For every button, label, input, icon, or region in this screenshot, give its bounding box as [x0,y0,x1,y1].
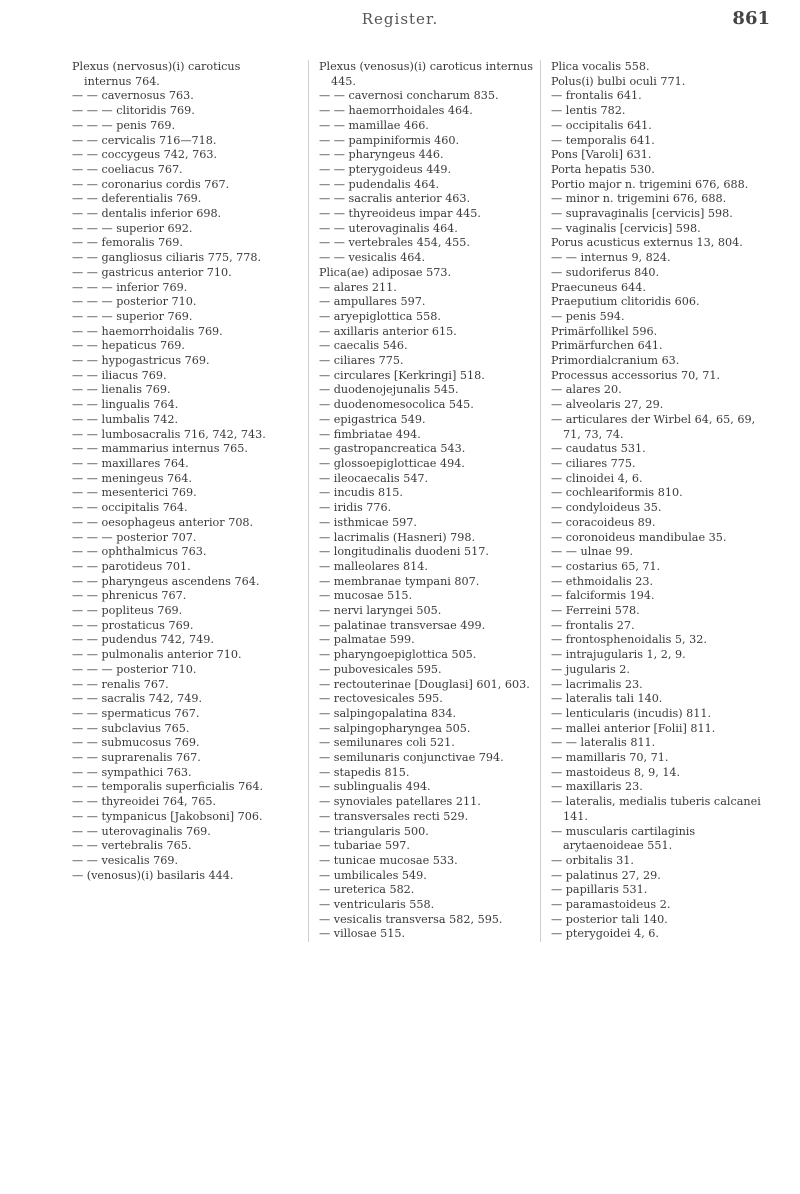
index-entry: — — mesenterici 769. [72,486,197,500]
index-entry: — — iliacus 769. [72,368,167,382]
index-entry: Pons [Varoli] 631. [551,148,652,162]
index-entry: — lateralis tali 140. [551,692,663,706]
index-entry: — — cavernosi concharum 835. [319,89,499,103]
index-entry: — villosae 515. [319,927,406,941]
index-entry: — frontalis 27. [551,618,635,632]
index-entry: — — vertebrales 454, 455. [319,236,470,250]
index-entry: — mamillaris 70, 71. [551,751,669,765]
index-entry: — — sympathici 763. [72,765,192,779]
index-entry: — — vesicalis 769. [72,853,179,867]
index-entry: — lacrimalis (Hasneri) 798. [319,530,476,544]
index-entry: Primärfollikel 596. [551,324,658,338]
running-title: Register. [361,10,439,28]
index-entry: — malleolares 814. [319,559,428,573]
index-entry: — circulares [Kerkringi] 518. [319,368,485,382]
index-entry: — pterygoidei 4, 6. [551,927,659,941]
index-entry: — — sacralis anterior 463. [319,192,471,206]
index-entry: — — ophthalmicus 763. [72,545,207,559]
index-entry: — mallei anterior [Folii] 811. [551,721,716,735]
index-columns [72,60,772,1170]
index-entry: — cochleariformis 810. [551,486,683,500]
index-entry: — transversales recti 529. [319,809,469,823]
index-entry: — — vertebralis 765. [72,839,192,853]
index-entry: — — pampiniformis 460. [319,133,460,147]
index-entry: — paramastoideus 2. [551,898,671,912]
index-entry: — ileocaecalis 547. [319,471,429,485]
index-entry: — alares 20. [551,383,622,397]
index-entry: — jugularis 2. [551,662,630,676]
index-entry: — alveolaris 27, 29. [551,398,664,412]
index-entry: — — popliteus 769. [72,604,183,618]
index-entry: — aryepiglottica 558. [319,309,441,323]
index-entry: — — parotideus 701. [72,559,191,573]
index-entry: — umbilicales 549. [319,868,427,882]
index-entry: — — cavernosus 763. [72,89,194,103]
index-entry: Primordialcranium 63. [551,354,680,368]
index-entry: — — pterygoideus 449. [319,162,452,176]
index-entry: — — lumbosacralis 716, 742, 743. [72,427,266,441]
index-entry: — palatinae transversae 499. [319,618,486,632]
index-entry: — synoviales patellares 211. [319,795,481,809]
index-entry: — condyloideus 35. [551,501,662,515]
index-entry: — — occipitalis 764. [72,501,188,515]
index-entry: — sudoriferus 840. [551,265,660,279]
index-entry: — stapedis 815. [319,765,410,779]
index-entry: — papillaris 531. [551,883,648,897]
index-entry: — — maxillares 764. [72,456,189,470]
index-entry: — — hepaticus 769. [72,339,185,353]
page-header [0,8,800,34]
index-entry: — — coronarius cordis 767. [72,177,230,191]
index-entry: — — haemorrhoidalis 769. [72,324,223,338]
index-entry: — — subclavius 765. [72,721,190,735]
index-entry: — frontalis 641. [551,89,642,103]
index-entry: — — oesophageus anterior 708. [72,515,254,529]
index-entry: — rectovesicales 595. [319,692,443,706]
index-entry: — ureterica 582. [319,883,415,897]
index-entry: — — coeliacus 767. [72,162,183,176]
index-entry: — — — superior 769. [72,309,193,323]
index-entry: — — cervicalis 716—718. [72,133,217,147]
index-entry: — — — posterior 710. [72,295,197,309]
index-entry: — — mammarius internus 765. [72,442,248,456]
index-entry: — — uterovaginalis 769. [72,824,211,838]
index-entry: Porus acusticus externus 13, 804. [551,236,743,250]
index-entry: — — suprarenalis 767. [72,751,201,765]
index-entry: — — lateralis 811. [551,736,656,750]
index-entry: Plexus (venosus)(i) caroticus internus 445. [319,60,533,88]
index-entry: — articulares der Wirbel 64, 65, 69, 71, 73, 74. [551,412,756,441]
index-entry: — mucosae 515. [319,589,413,603]
index-entry: — palatinus 27, 29. [551,868,661,882]
index-entry: — salpingopharyngea 505. [319,721,471,735]
index-entry: — — thyreoidei 764, 765. [72,795,217,809]
index-entry: Portio major n. trigemini 676, 688. [551,177,749,191]
index-entry: — — — posterior 710. [72,662,197,676]
index-entry: Processus accessorius 70, 71. [551,368,721,382]
index-entry: Praecuneus 644. [551,280,646,294]
index-entry: — — prostaticus 769. [72,618,194,632]
index-entry: — isthmicae 597. [319,515,417,529]
index-entry: — — renalis 767. [72,677,169,691]
index-entry: — — spermaticus 767. [72,706,200,720]
index-entry: — — haemorrhoidales 464. [319,104,473,118]
index-entry: — semilunaris conjunctivae 794. [319,751,504,765]
index-entry: — — temporalis superficialis 764. [72,780,263,794]
index-entry: — — — clitoridis 769. [72,104,195,118]
index-entry: — mastoideus 8, 9, 14. [551,765,681,779]
index-entry: — membranae tympani 807. [319,574,480,588]
index-entry: — pharyngoepiglottica 505. [319,648,477,662]
index-entry: — posterior tali 140. [551,912,668,926]
index-entry: — — hypogastricus 769. [72,354,210,368]
index-entry: — — pudendalis 464. [319,177,440,191]
index-entry: — lentis 782. [551,104,626,118]
index-entry: — triangularis 500. [319,824,429,838]
index-entry: — coracoideus 89. [551,515,656,529]
index-entry: Porta hepatis 530. [551,162,655,176]
index-entry: — rectouterinae [Douglasi] 601, 603. [319,677,530,691]
index-entry: — incudis 815. [319,486,403,500]
index-entry: — — gastricus anterior 710. [72,265,232,279]
index-entry: — — — inferior 769. [72,280,188,294]
index-entry: — — gangliosus ciliaris 775, 778. [72,251,262,265]
index-entry: — duodenomesocolica 545. [319,398,474,412]
index-entry: — coronoideus mandibulae 35. [551,530,727,544]
index-entry: — — tympanicus [Jakobsoni] 706. [72,809,263,823]
index-entry: — intrajugularis 1, 2, 9. [551,648,686,662]
index-entry: — — submucosus 769. [72,736,200,750]
index-entry: — (venosus)(i) basilaris 444. [72,868,234,882]
index-entry: — alares 211. [319,280,397,294]
index-entry: — orbitalis 31. [551,853,634,867]
index-entry: — semilunares coli 521. [319,736,455,750]
index-entry: — duodenojejunalis 545. [319,383,459,397]
index-entry: — nervi laryngei 505. [319,604,442,618]
index-entry: — — internus 9, 824. [551,251,671,265]
index-entry: — lenticularis (incudis) 811. [551,706,712,720]
index-entry: — — coccygeus 742, 763. [72,148,218,162]
index-entry: Plica vocalis 558. [551,60,650,73]
index-entry: — — meningeus 764. [72,471,192,485]
index-entry: — palmatae 599. [319,633,415,647]
index-entry: — — dentalis inferior 698. [72,207,222,221]
index-entry: — — — superior 692. [72,221,193,235]
index-entry: — ciliares 775. [551,456,636,470]
index-entry: Plica(ae) adiposae 573. [319,265,451,279]
index-entry: — frontosphenoidalis 5, 32. [551,633,707,647]
index-entry: — minor n. trigemini 676, 688. [551,192,727,206]
index-entry: — ethmoidalis 23. [551,574,654,588]
index-entry: — salpingopalatina 834. [319,706,457,720]
index-entry: — muscularis cartilaginis arytaenoideae 551. [551,824,696,853]
index-entry: — vesicalis transversa 582, 595. [319,912,503,926]
index-entry: — penis 594. [551,309,625,323]
index-entry: — tunicae mucosae 533. [319,853,458,867]
index-entry: — axillaris anterior 615. [319,324,457,338]
index-entry: — caecalis 546. [319,339,408,353]
index-entry: — iridis 776. [319,501,392,515]
index-entry: — ampullares 597. [319,295,426,309]
index-entry: Polus(i) bulbi oculi 771. [551,74,686,88]
index-column-1 [72,60,287,883]
index-entry: — — pharyngeus 446. [319,148,444,162]
index-entry: — glossoepiglotticae 494. [319,456,465,470]
index-entry: — lacrimalis 23. [551,677,643,691]
index-entry: — — ulnae 99. [551,545,634,559]
index-entry: — — lienalis 769. [72,383,171,397]
index-entry: — occipitalis 641. [551,118,652,132]
index-entry: — — pulmonalis anterior 710. [72,648,242,662]
index-entry: — — lingualis 764. [72,398,179,412]
index-entry: — — phrenicus 767. [72,589,187,603]
index-entry: — — mamillae 466. [319,118,429,132]
index-entry: — — deferentialis 769. [72,192,202,206]
index-entry: — fimbriatae 494. [319,427,421,441]
index-entry: — — uterovaginalis 464. [319,221,458,235]
index-entry: — — pharyngeus ascendens 764. [72,574,260,588]
index-entry: — temporalis 641. [551,133,655,147]
index-entry: — — — penis 769. [72,118,176,132]
index-entry: — — pudendus 742, 749. [72,633,214,647]
index-entry: — lateralis, medialis tuberis calcanei 141. [551,795,761,823]
index-entry: — clinoidei 4, 6. [551,471,643,485]
index-entry: — — — posterior 707. [72,530,197,544]
index-entry: — maxillaris 23. [551,780,643,794]
index-entry: — costarius 65, 71. [551,559,661,573]
index-entry: — vaginalis [cervicis] 598. [551,221,701,235]
index-entry: — epigastrica 549. [319,412,426,426]
index-entry: Plexus (nervosus)(i) caroticus internus 764. [72,60,241,88]
index-column-3 [540,60,776,942]
index-entry: — sublingualis 494. [319,780,431,794]
page-number: 861 [732,8,770,29]
index-entry: — — femoralis 769. [72,236,183,250]
index-entry: — pubovesicales 595. [319,662,442,676]
index-entry: — — thyreoideus impar 445. [319,207,481,221]
index-entry: — falciformis 194. [551,589,655,603]
index-entry: — supravaginalis [cervicis] 598. [551,207,733,221]
index-entry: — caudatus 531. [551,442,646,456]
index-entry: — — vesicalis 464. [319,251,426,265]
index-entry: — ventricularis 558. [319,898,435,912]
index-entry: — longitudinalis duodeni 517. [319,545,489,559]
index-entry: Primärfurchen 641. [551,339,663,353]
index-entry: — tubariae 597. [319,839,410,853]
index-column-2 [308,60,537,942]
index-entry: — — lumbalis 742. [72,412,179,426]
index-entry: — gastropancreatica 543. [319,442,466,456]
index-entry: — Ferreini 578. [551,604,640,618]
index-entry: Praeputium clitoridis 606. [551,295,700,309]
index-entry: — — sacralis 742, 749. [72,692,203,706]
index-entry: — ciliares 775. [319,354,404,368]
